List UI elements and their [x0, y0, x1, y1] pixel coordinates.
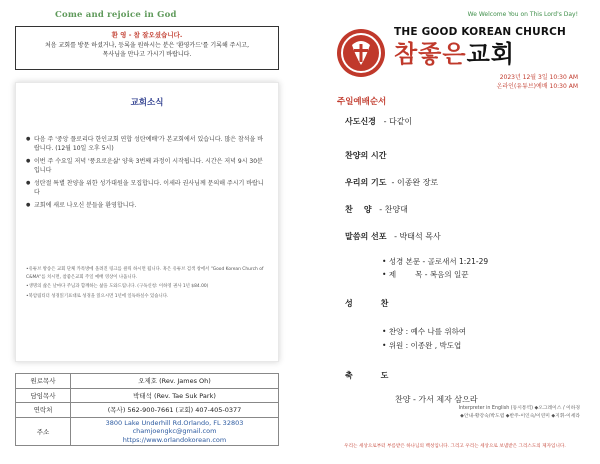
order-item — [345, 370, 388, 381]
table-row — [16, 388, 279, 403]
welcome-text — [16, 41, 278, 59]
order-item-name: 말씀의 선포 — [345, 232, 387, 241]
praise-committee: • 위원 : 이종완 , 박도엽 — [382, 340, 461, 351]
order-title: 주일예배순서 — [337, 97, 387, 107]
news-item: ● 성탄절 특별 찬양을 위한 성가대원을 모집합니다. 이세라 권사님께 문의해 주시기 바랍니다 — [26, 179, 268, 197]
welcome-title: 환 영 - 참 잘오셨습니다. — [111, 31, 183, 39]
website-link[interactable]: https://www.orlandokorean.com — [122, 435, 227, 444]
staff-label: 원로목사 — [16, 374, 71, 389]
church-news-list — [26, 135, 268, 214]
order-item — [345, 298, 388, 309]
address-cell — [71, 417, 279, 446]
church-name-english: THE GOOD KOREAN CHURCH — [394, 26, 567, 38]
order-item-name: 성 찬 — [345, 299, 389, 308]
order-item-detail: - 이종완 장로 — [391, 178, 439, 187]
news-item: ● 교회에 새로 나오신 분들을 환영합니다. — [26, 201, 268, 210]
order-item-detail: - 찬양대 — [379, 205, 408, 214]
news-item: ● 다음 주 '중앙 플로리다 한인교회 연합 성탄예배'가 본교회에서 있습니다. 많은 참석을 바랍니다. (12월 10일 오후 5시) — [26, 135, 268, 153]
service-time — [497, 73, 578, 91]
table-row — [16, 403, 279, 418]
staff-roles-line: ◆안내-황강숙/박도엽 ◆반주-이인숙/이연미 ◆지휘-이세라 — [460, 414, 580, 419]
order-item-name: 찬 양 — [345, 205, 372, 214]
staff-value: (목사) 562-900-7661 (교회) 407-405-0377 — [71, 403, 279, 418]
street-address: 3800 Lake Underhill Rd.Orlando, FL 32803 — [105, 418, 244, 427]
notes — [26, 266, 268, 302]
service-date: 2023년 12월 3일 10:30 AM — [499, 74, 578, 81]
welcome-english: We Welcome You on This Lord's Day! — [467, 11, 578, 18]
staff-value: 박태석 (Rev. Tae Suk Park) — [71, 388, 279, 403]
footer-mission: 우리는 세상으로부터 부름받은 하나님의 백성입니다. 그리고 우리는 세상으로 보냄받은 그리스도의 제자입니다. — [344, 444, 566, 449]
church-news-title: 교회소식 — [130, 98, 164, 108]
staff-table — [15, 373, 279, 446]
note-youtube: •유튜브 방송은 교회 단체 카톡방에 올려진 링크를 클릭 하시면 됩니다. 혹은 유튜브 검색 창에서 "Good Korean Church of C&MA"를 치시면, 참좋은교회 주일 예배 영상이 나옵니다. — [26, 267, 264, 280]
church-news-box — [15, 82, 279, 362]
address-label: 주소 — [16, 417, 71, 446]
order-item — [345, 150, 386, 161]
welcome-line: 처음 교회를 방문 하셨거나, 등록을 원하시는 분은 '환영카드'를 기록해 주시고, — [45, 42, 249, 49]
order-item-name: 찬양의 시간 — [345, 151, 387, 160]
praise-song: • 찬양 : 예수 나를 위하여 — [382, 326, 466, 337]
table-row — [16, 417, 279, 446]
welcome-box — [15, 26, 279, 70]
closing-song: 찬양 - 가서 제자 삼으라 — [395, 395, 478, 404]
order-item — [345, 177, 438, 188]
church-name-korean-main: 참좋은 — [394, 40, 467, 68]
interpreter-line: Interpreter in English (동시통역) ◆오그레이스 / 이하경 — [458, 406, 580, 411]
welcome-line: 목사님을 만나고 가시기 바랍니다. — [102, 51, 192, 58]
church-name-korean — [394, 40, 515, 68]
note-devotional: •생명의 삶은 날마다 주님과 함께하는 삶을 도와드립니다. (구독신청: 이하영 권사 1년 $84.00) — [26, 284, 209, 289]
order-item — [345, 204, 408, 215]
order-item-name: 사도신경 — [345, 117, 376, 126]
sermon-scripture: • 성경 본문 - 골로새서 1:21-29 — [382, 256, 488, 267]
order-item-detail: - 박태석 목사 — [394, 232, 441, 241]
church-logo-icon — [332, 27, 390, 79]
order-item — [345, 116, 412, 127]
order-item-detail: - 다같이 — [383, 117, 413, 126]
order-item-name: 축 도 — [345, 371, 389, 380]
staff-label: 담임목사 — [16, 388, 71, 403]
note-bible-reading: •북암림티더 성경읽기표대로 성경을 읽으시면 1년에 일독하실수 있습니다. — [26, 293, 169, 299]
staff-value: 오제호 (Rev. James Oh) — [71, 374, 279, 389]
email-link[interactable]: chamjoengkc@gmail.com — [132, 427, 217, 435]
order-item — [345, 231, 441, 242]
order-item-name: 우리의 기도 — [345, 178, 387, 187]
interpreter-info — [459, 405, 580, 421]
staff-label: 연락처 — [16, 403, 71, 418]
news-item: ● 이번 주 수요일 저녁 '풍요로운삶' 양육 3번째 과정이 시작됩니다. 시간은 저녁 9시 30분입니다 — [26, 157, 268, 175]
online-service: 온라인(유튜브)예배 10:30 AM — [496, 83, 578, 90]
sermon-title: • 제 목 - 복음의 일꾼 — [382, 269, 468, 280]
motto: Come and rejoice in God — [55, 10, 177, 20]
church-name-korean-suffix: 교회 — [466, 40, 515, 68]
table-row — [16, 374, 279, 389]
